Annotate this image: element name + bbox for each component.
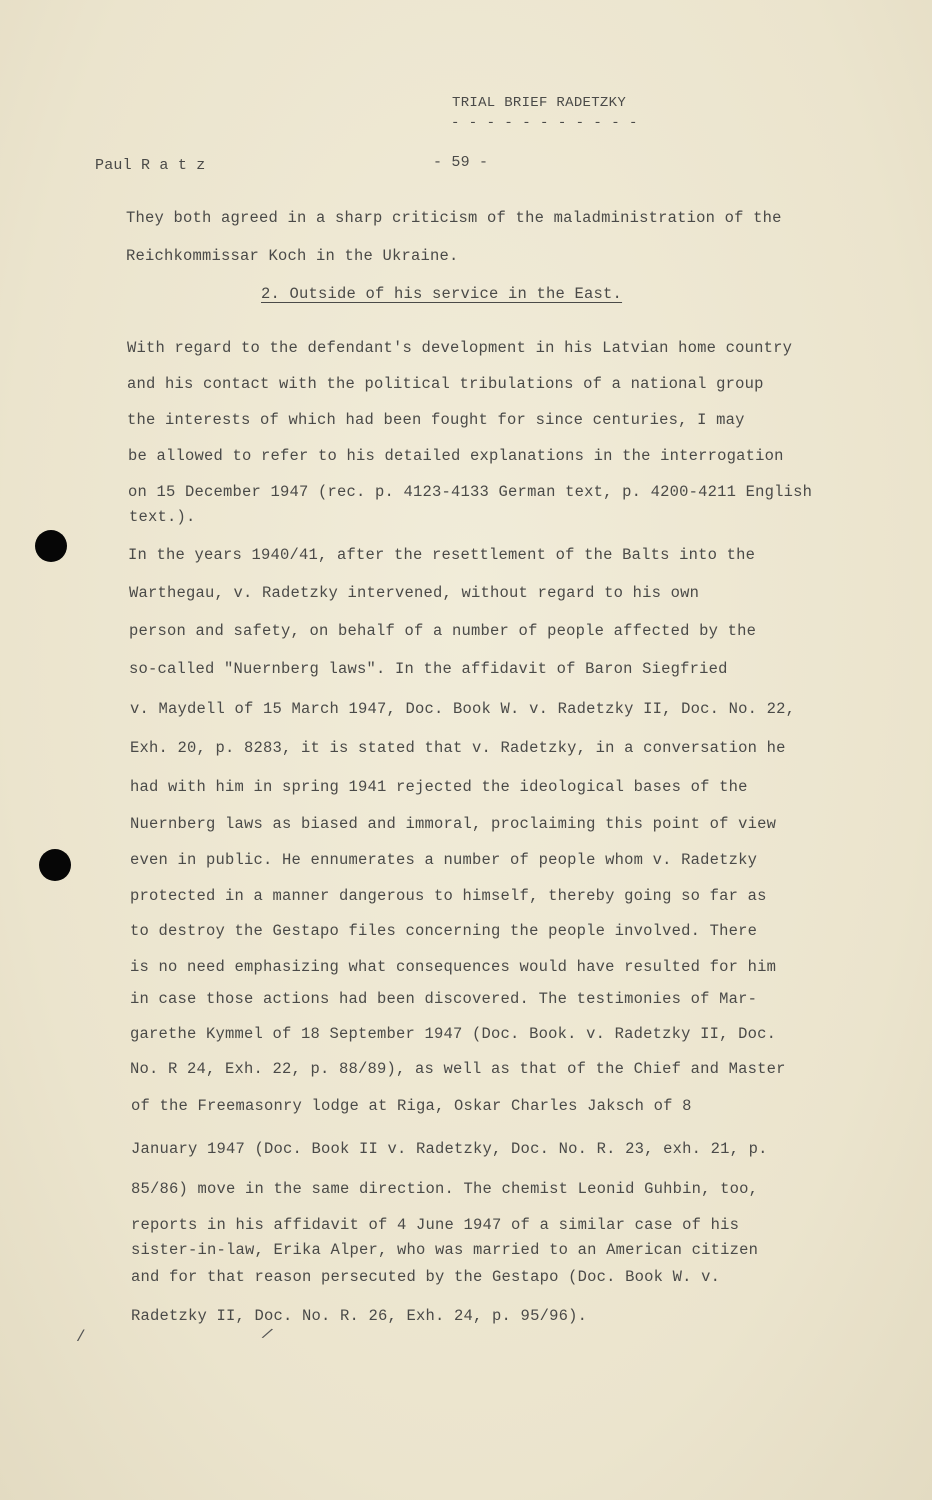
text-line: Nuernberg laws as biased and immoral, proclaiming this point of view <box>130 815 777 833</box>
text-line: Exh. 20, p. 8283, it is stated that v. Radetzky, in a conversation he <box>130 739 786 757</box>
text-line: No. R 24, Exh. 22, p. 88/89), as well as that of the Chief and Master <box>130 1060 786 1078</box>
text-line: Radetzky II, Doc. No. R. 26, Exh. 24, p. 95/96). <box>131 1307 588 1325</box>
text-line: With regard to the defendant's development in his Latvian home country <box>127 339 793 357</box>
text-line: sister-in-law, Erika Alper, who was married to an American citizen <box>131 1241 759 1259</box>
text-line: so-called "Nuernberg laws". In the affidavit of Baron Siegfried <box>129 660 728 678</box>
text-line: be allowed to refer to his detailed explanations in the interrogation <box>128 447 784 465</box>
text-line: In the years 1940/41, after the resettlement of the Balts into the <box>128 546 756 564</box>
page-number: - 59 - <box>433 154 489 171</box>
text-line: text.). <box>129 508 196 526</box>
text-line: January 1947 (Doc. Book II v. Radetzky, Doc. No. R. 23, exh. 21, p. <box>131 1140 768 1158</box>
text-line: even in public. He ennumerates a number of people whom v. Radetzky <box>130 851 758 869</box>
author-name: Paul R a t z <box>95 157 206 174</box>
document-header-title: TRIAL BRIEF RADETZKY <box>452 95 627 111</box>
text-line: Warthegau, v. Radetzky intervened, without regard to his own <box>129 584 700 602</box>
text-line: They both agreed in a sharp criticism of the maladministration of the <box>126 209 782 227</box>
text-line: to destroy the Gestapo files concerning the people involved. There <box>130 922 758 940</box>
text-line: on 15 December 1947 (rec. p. 4123-4133 German text, p. 4200-4211 English <box>128 483 813 501</box>
margin-mark: / <box>76 1328 86 1346</box>
text-line: protected in a manner dangerous to himself, thereby going so far as <box>130 887 767 905</box>
text-line: in case those actions had been discovered. The testimonies of Mar- <box>130 990 758 1008</box>
pen-mark: / <box>259 1324 275 1346</box>
text-line: the interests of which had been fought for since centuries, I may <box>127 411 745 429</box>
text-line: and for that reason persecuted by the Gestapo (Doc. Book W. v. <box>131 1268 721 1286</box>
text-line: had with him in spring 1941 rejected the ideological bases of the <box>130 778 748 796</box>
punch-hole <box>35 530 67 562</box>
text-line: Reichkommissar Koch in the Ukraine. <box>126 247 459 265</box>
header-underline: - - - - - - - - - - - <box>451 115 638 131</box>
text-line: v. Maydell of 15 March 1947, Doc. Book W. v. Radetzky II, Doc. No. 22, <box>130 700 796 718</box>
text-line: is no need emphasizing what consequences would have resulted for him <box>130 958 777 976</box>
section-heading: 2. Outside of his service in the East. <box>261 285 623 303</box>
text-line: of the Freemasonry lodge at Riga, Oskar Charles Jaksch of 8 <box>131 1097 692 1115</box>
text-line: person and safety, on behalf of a number of people affected by the <box>129 622 757 640</box>
text-line: and his contact with the political tribulations of a national group <box>127 375 764 393</box>
text-line: reports in his affidavit of 4 June 1947 of a similar case of his <box>131 1216 740 1234</box>
text-line: 85/86) move in the same direction. The chemist Leonid Guhbin, too, <box>131 1180 759 1198</box>
text-line: garethe Kymmel of 18 September 1947 (Doc. Book. v. Radetzky II, Doc. <box>130 1025 777 1043</box>
punch-hole <box>39 849 71 881</box>
